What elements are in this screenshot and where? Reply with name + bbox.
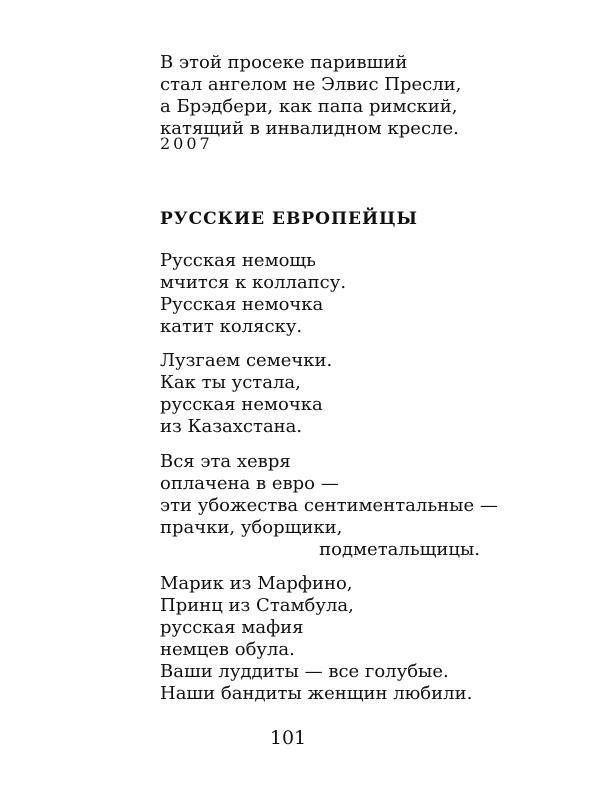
poem-line: прачки, уборщики, (160, 517, 343, 538)
poem-line: русская немочка (160, 394, 323, 415)
poem-line: Русская немочка (160, 294, 324, 315)
poem-line: из Казахстана. (160, 416, 303, 437)
poem-line: немцев обула. (160, 639, 295, 660)
poem-title: РУССКИЕ ЕВРОПЕЙЦЫ (160, 209, 418, 229)
poem-line: Русская немощь (160, 250, 316, 271)
poem-year: 2007 (160, 134, 213, 153)
poem-line: Марик из Марфино, (160, 573, 353, 594)
poem-line: Ваши луддиты — все голубые. (160, 661, 449, 682)
poem-line: русская мафия (160, 617, 304, 638)
poem-line-indented: подметальщицы. (319, 539, 480, 560)
poem-line: Как ты устала, (160, 372, 301, 393)
poem-line: мчится к коллапсу. (160, 272, 347, 293)
poem-line: Лузгаем семечки. (160, 350, 333, 371)
poem-line: катящий в инвалидном кресле. (160, 118, 459, 139)
poem-line: Вся эта хевря (160, 451, 291, 472)
poem-line: В этой просеке паривший (160, 52, 408, 73)
poem-line: оплачена в евро — (160, 473, 339, 494)
poem-line: а Брэдбери, как папа римский, (160, 96, 458, 117)
poem-line: стал ангелом не Элвис Пресли, (160, 74, 462, 95)
page-number: 101 (269, 727, 307, 749)
poem-line: Принц из Стамбула, (160, 595, 354, 616)
poem-line: катит коляску. (160, 316, 303, 337)
poem-line: эти убожества сентиментальные — (160, 495, 498, 516)
poem-line: Наши бандиты женщин любили. (160, 683, 473, 704)
